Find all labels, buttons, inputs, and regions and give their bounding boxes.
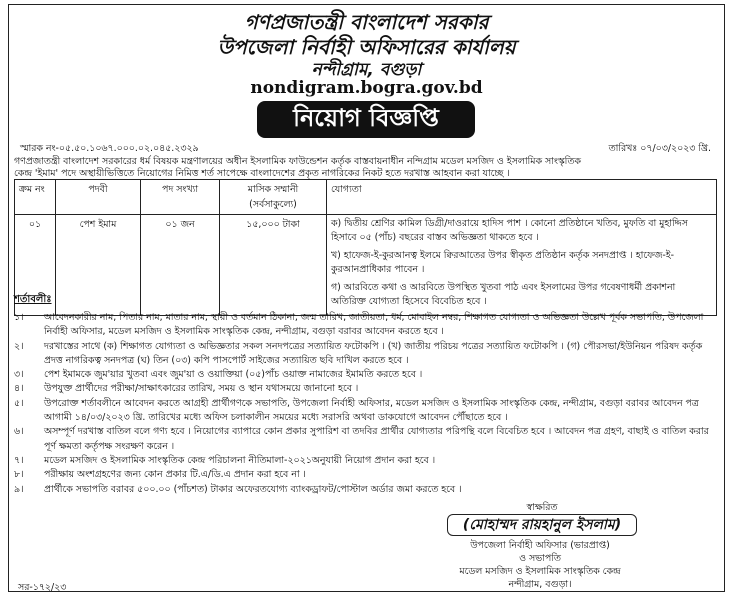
col-count: পদ সংখ্যা — [141, 180, 220, 215]
qualification-c: গ) আরবিতে কথা ও আরবিতে উপস্থিত খুতবা পাঠ এবং ইসলামের উপর গবেষণাধর্মী প্রকাশনা অতিরিক্ত যোগ্যতা হিসেবে বিবেচিত হবে । — [331, 282, 676, 307]
cell-count: ০১ জন — [141, 215, 220, 316]
signatory-name: (মোহাম্মদ রায়হানুল ইসলাম) — [447, 514, 637, 536]
memo-date: তারিখঃ ০৭/০৩/২০২৩ খ্রি. — [608, 143, 711, 154]
list-item: ৮। পরীক্ষায় অংশগ্রহণের জন্য কোন প্রকার টি.এ/ডি.এ প্রদান করা হবে না । — [14, 469, 306, 481]
intro-line-1: গণপ্রজাতন্ত্রী বাংলাদেশ সরকারের ধর্ম বিষয়ক মন্ত্রণালয়ের অধীন ইসলামিক ফাউন্ডেশন কর্তৃক বাস্তবায়নাধীন নন্দিগ্রাম মডেল মসজিদ ও ইসলামিক সাংস্কৃতিক — [14, 156, 581, 167]
header-location: নন্দীগ্রাম, বগুড়া — [311, 60, 422, 80]
cell-serial: ০১ — [15, 215, 56, 316]
list-item: ৫। উপরোক্ত শর্তাবলীনে আবেদন করতে আগ্রহী প্রার্থীগণকে সভাপতি, উপজেলা নির্বাহী অফিসার, মডেল মসজিদ ও ইসলামিক সাংস্কৃতিক কেন্দ্র, নন্দীগ্রাম, বগুড়া বরাবর আবেদন পত্র আগামী ১৪/০৩/২০২৩ খ্রি. তারিখের মধ্যে অফিস চলাকালীন সময়ের মধ্যে সরাসরি অথবা ডাকযোগে আবেদন পৌঁছাতে হবে । — [14, 397, 699, 424]
list-item: ২। দরখাস্তের সাথে (ক) শিক্ষাগত যোগ্যতা ও অভিজ্ঞতার সকল সনদপত্রের সত্যায়িত ফটোকপি । (খ) জাতীয় পরিচয় পত্রের সত্যায়িত ফটোকপি । (গ) পৌরসভা/ইউনিয়ন পরিষদ কর্তৃক প্রদত্ত নাগরিকত্ব সনদপত্র (ঘ) তিন (০৩) কপি পাসপোর্ট সাইজের সত্যায়িত ছবি দাখিল করতে হবে । — [14, 340, 703, 366]
memo-reference: স্মারক নং-০৫.৫০.১০৬৭.০০০.০২.০৪৫.২৩২৯ — [20, 143, 199, 154]
footer-code: সর-১৭২/২৩ — [18, 582, 67, 593]
signatory-title: উপজেলা নির্বাহী অফিসার (ভারপ্রাপ্ত) — [470, 540, 610, 551]
signatory-place: নন্দীগ্রাম, বগুড়া। — [508, 579, 572, 590]
qualification-b: খ) হাফেজ-ই-কুরআনত্ব ইলমে ক্বিরআতের উপর স্বীকৃত প্রতিষ্ঠান কর্তৃক সনদপ্রাপ্ত । হাফেজ-ই-কুরআনপ্রাধিকার পাবেন । — [331, 250, 674, 275]
signed-label: স্বাক্ষরিত — [526, 502, 558, 513]
list-item: ১। আবেদনকারীর নাম, পিতার নাম, মাতার নাম, স্থায়ী ও বর্তমান ঠিকানা, জন্ম তারিখ, জাতীয়তা, ধর্ম, মোবাইল নম্বর, শিক্ষাগত যোগ্যতা ও অভিজ্ঞতা উল্লেখ পূর্বক সভাপতি, উপজেলা নির্বাহী অফিসার, মডেল মসজিদ ও ইসলামিক সাংস্কৃতিক কেন্দ্র, নন্দীগ্রাম, বগুড়া বরাবর আবেদন করতে হবে । — [14, 312, 704, 338]
signatory-role: ও সভাপতি — [519, 553, 561, 564]
list-item: ৬। অসম্পূর্ণ দরখাস্ত বাতিল বলে গণ্য হবে । নিয়োগের ব্যাপারে কোন প্রকার সুপারিশ বা তদবির প্রার্থীর যোগ্যতার পরিপন্থি বলে বিবেচিত হবে । আবেদন পত্র গ্রহণ, বাছাই ও বাতিল করার পূর্ণ ক্ষমতা কর্তৃপক্ষ সংরক্ষণ করেন । — [14, 426, 709, 452]
signatory-organization: মডেল মসজিদ ও ইসলামিক সাংস্কৃতিক কেন্দ্র — [459, 566, 621, 577]
col-salary: মাসিক সম্মানী (সর্বসাকুল্যে) — [220, 180, 327, 215]
header-government: গণপ্রজাতন্ত্রী বাংলাদেশ সরকার — [244, 10, 489, 34]
qualification-a: ক) দ্বিতীয় শ্রেণির কামিল ডিগ্রী/দাওরায়ে হাদিস পাশ । কোনো প্রতিষ্ঠানে খতিব, মুফতি বা মুহাদ্দিস হিসাবে ০৫ (পাঁচ) বছরের বাস্তব অভিজ্ঞতা থাকতে হবে । — [331, 218, 688, 243]
table-header-row — [15, 180, 717, 215]
notice-title-banner: নিয়োগ বিজ্ঞপ্তি — [257, 101, 475, 138]
intro-line-2: কেন্দ্র 'ইমাম' পদে অস্থায়ীভিত্তিতে নিয়োগের নিমিত্ত শর্ত সাপেক্ষে বাংলাদেশের প্রকৃত নাগরিকের নিকট হতে দরখাস্ত আহবান করা যাচ্ছে । — [14, 168, 510, 179]
col-serial: ক্রম নং — [15, 180, 56, 215]
cell-post: পেশ ইমাম — [56, 215, 141, 316]
list-item: ৯। প্রার্থীকে সভাপতি বরাবর ৫০০.০০ (পাঁচশত) টাকার অফেরতযোগ্য ব্যাংকড্রাফট/পোস্টাল অর্ডার জমা করতে হবে । — [14, 483, 462, 495]
cell-salary: ১৫,০০০ টাকা — [220, 215, 327, 316]
col-qualification: যোগ্যতা — [327, 180, 717, 215]
col-post: পদবী — [56, 180, 141, 215]
header-office: উপজেলা নির্বাহী অফিসারের কার্যালয় — [217, 35, 516, 59]
list-item: ৪। উপযুক্ত প্রার্থীদের পরীক্ষা/সাক্ষাৎকারের তারিখ, সময় ও স্থান যথাসময়ে জানানো হবে । — [14, 383, 359, 395]
list-item: ৭। মডেল মসজিদ ও ইসলামিক সাংস্কৃতিক কেন্দ্র পরিচালনা নীতিমালা-২০২১অনুযায়ী নিয়োগ প্রদান করা হবে । — [14, 454, 436, 466]
terms-title: শর্তাবলীঃ — [14, 294, 52, 305]
list-item: ৩। পেশ ইমামকে জুম'য়ার খুতবা এবং জুম'য়া ও ওয়াক্তিয়া (০৫)পাঁচ ওয়াক্ত নামাজের ইমামতি করতে হবে । — [14, 369, 423, 381]
header-website: nondigram.bogra.gov.bd — [250, 78, 483, 98]
terms-section — [14, 292, 717, 497]
